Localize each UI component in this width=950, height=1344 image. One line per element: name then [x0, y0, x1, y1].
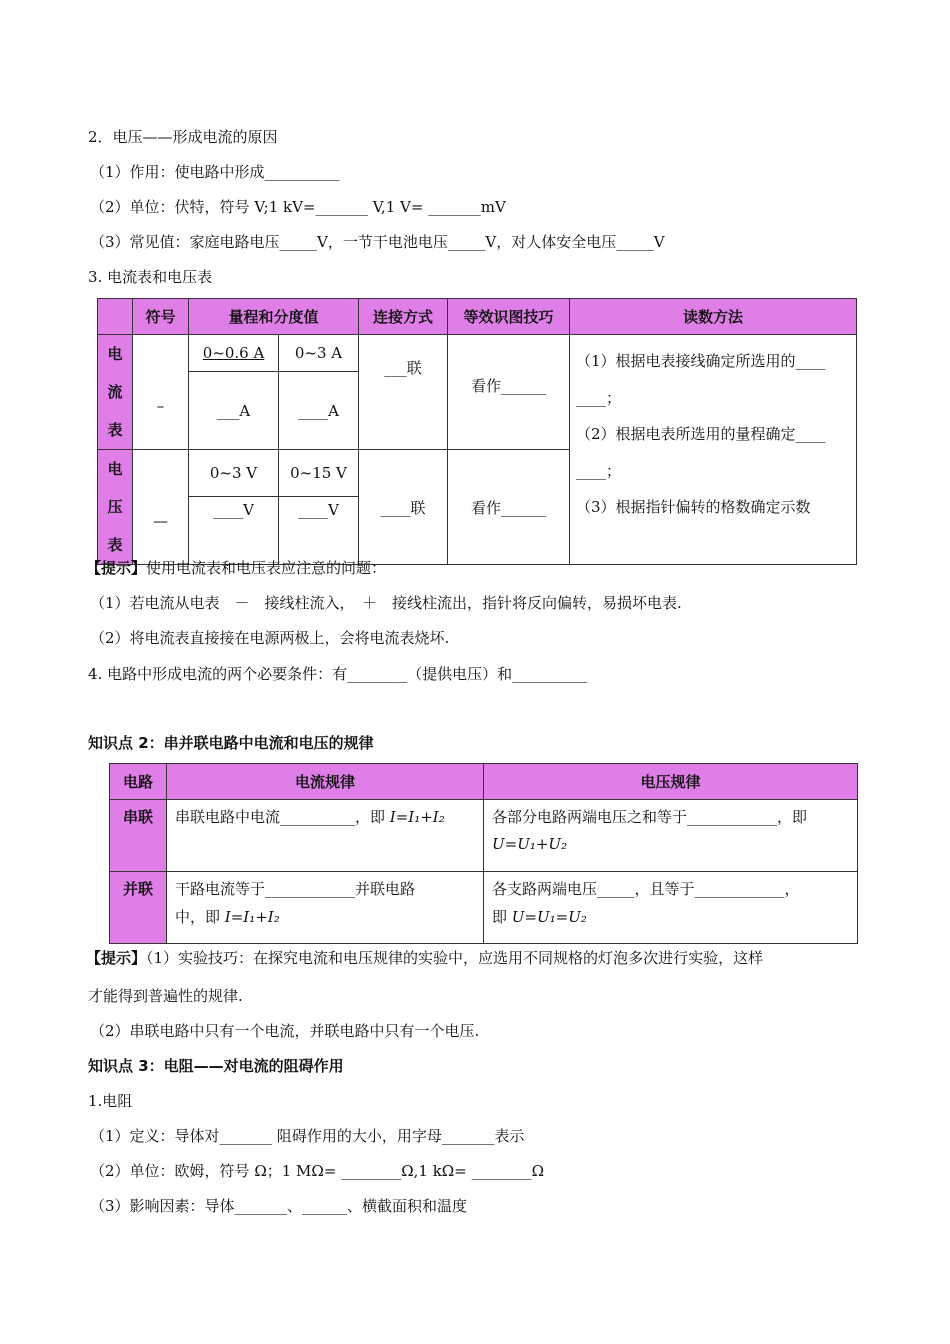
- kp2-tip-1-cont: 才能得到普遍性的规律.: [88, 987, 243, 1005]
- kp3-subheading: 1.电阻: [88, 1092, 133, 1110]
- voltmeter-range-2: 0~15 V: [279, 450, 359, 497]
- section-3-heading: 3. 电流表和电压表: [88, 268, 213, 286]
- ammeter-division-1: ___A: [189, 372, 279, 450]
- tip-label: 【提示】: [86, 949, 147, 967]
- voltmeter-range-1: 0~3 V: [189, 450, 279, 497]
- meter-tip-1: （1）若电流从电表 － 接线柱流入， ＋ 接线柱流出，指针将反向偏转，易损坏电表.: [90, 594, 682, 612]
- meter-tip-2: （2）将电流表直接接在电源两极上，会将电流表烧坏.: [90, 629, 450, 647]
- ammeter-equivalent: 看作______: [448, 335, 570, 450]
- header-equivalent: 等效识图技巧: [448, 299, 570, 335]
- tip-label: 【提示】: [86, 559, 147, 577]
- kp3-heading: 知识点 3：电阻——对电流的阻碍作用: [88, 1057, 344, 1075]
- voltage-unit-line: （2）单位：伏特，符号 V;1 kV=_______ V,1 V= _______mV: [90, 198, 506, 216]
- kp2-tip-2: （2）串联电路中只有一个电流，并联电路中只有一个电压.: [90, 1022, 480, 1040]
- header-current-rule: 电流规律: [167, 764, 484, 800]
- series-label: 串联: [110, 800, 167, 872]
- header-range: 量程和分度值: [189, 299, 359, 335]
- header-reading: 读数方法: [570, 299, 857, 335]
- voltmeter-equivalent: 看作______: [448, 450, 570, 565]
- ammeter-label: 电 流 表: [98, 335, 133, 450]
- header-voltage-rule: 电压规律: [484, 764, 858, 800]
- voltage-common-values-line: （3）常见值：家庭电路电压_____V，一节干电池电压_____V，对人体安全电压_____V: [90, 233, 665, 251]
- resistance-unit: （2）单位：欧姆，符号 Ω；1 MΩ= ________Ω,1 kΩ= ________Ω: [90, 1162, 545, 1180]
- ammeter-range-1: 0~0.6 A: [189, 335, 279, 372]
- header-connection: 连接方式: [359, 299, 448, 335]
- parallel-voltage-rule: 各支路两端电压_____，且等于____________， 即 U=U₁=U₂: [484, 872, 858, 944]
- voltmeter-division-1: ____V: [189, 497, 279, 565]
- parallel-current-rule: 干路电流等于____________并联电路 中，即 I=I₁+I₂: [167, 872, 484, 944]
- meter-table: [97, 298, 857, 565]
- reading-method: （1）根据电表接线确定所选用的____ ____； （2）根据电表所选用的量程确定____ ____； （3）根据指针偏转的格数确定示数: [570, 335, 857, 565]
- ammeter-range-2: 0~3 A: [279, 335, 359, 372]
- voltmeter-division-2: ____V: [279, 497, 359, 565]
- voltmeter-connection: ____联: [359, 450, 448, 565]
- series-parallel-table: [109, 763, 858, 944]
- resistance-definition: （1）定义：导体对_______ 阻碍作用的大小，用字母_______表示: [90, 1127, 525, 1145]
- header-symbol: 符号: [133, 299, 189, 335]
- voltmeter-symbol: —: [133, 450, 189, 565]
- meter-tip-line: 【提示】使用电流表和电压表应注意的问题：: [86, 559, 387, 577]
- ammeter-connection: ___联: [359, 335, 448, 450]
- resistance-factors: （3）影响因素：导体_______、______、横截面积和温度: [90, 1197, 468, 1215]
- parallel-label: 并联: [110, 872, 167, 944]
- header-circuit: 电路: [110, 764, 167, 800]
- series-current-rule: 串联电路中电流__________，即 I=I₁+I₂: [167, 800, 484, 872]
- section-2-heading: 2．电压——形成电流的原因: [88, 128, 278, 146]
- voltmeter-label: 电 压 表: [98, 450, 133, 565]
- header-blank: [98, 299, 133, 335]
- kp2-heading: 知识点 2：串并联电路中电流和电压的规律: [88, 734, 374, 752]
- section-4-line: 4. 电路中形成电流的两个必要条件：有________（提供电压）和__________: [88, 665, 588, 683]
- kp2-tip-1: 【提示】（1）实验技巧：在探究电流和电压规律的实验中，应选用不同规格的灯泡多次进行实验，这样: [86, 949, 764, 967]
- ammeter-division-2: ____A: [279, 372, 359, 450]
- ammeter-symbol: –: [133, 335, 189, 450]
- voltage-function-line: （1）作用：使电路中形成__________: [90, 163, 340, 181]
- series-voltage-rule: 各部分电路两端电压之和等于____________，即 U=U₁+U₂: [484, 800, 858, 872]
